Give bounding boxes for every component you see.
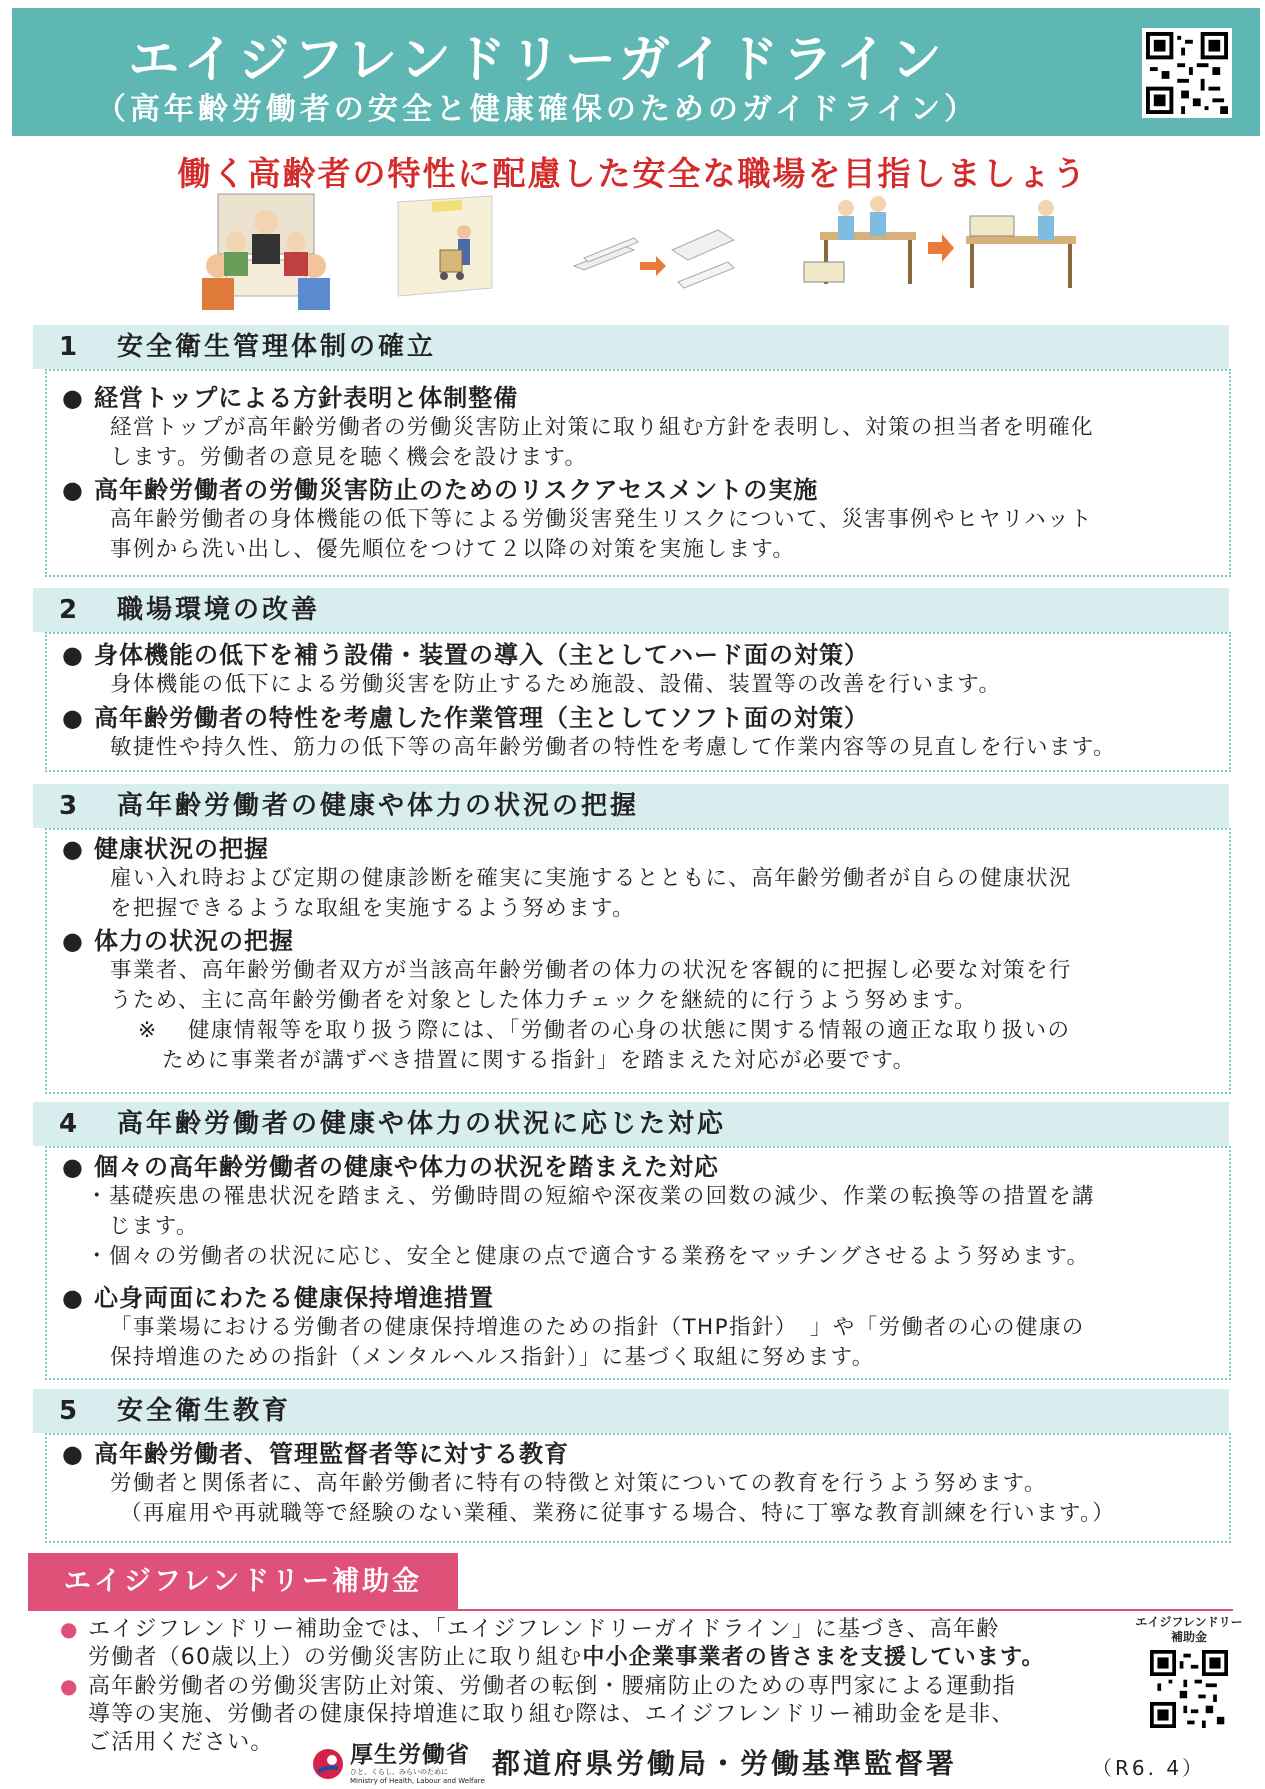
bullet-icon: ● (62, 476, 84, 504)
meeting-illustration (196, 192, 336, 312)
section-number: 3 (59, 791, 81, 821)
section-1-item-1 (62, 383, 1222, 473)
bullet-icon: ● (62, 927, 84, 955)
subsidy-title: エイジフレンドリー補助金 (28, 1553, 458, 1611)
section-title: 高年齢労働者の健康や体力の状況の把握 (117, 791, 640, 821)
section-number: 1 (59, 332, 81, 362)
bullet-icon: ● (62, 384, 84, 412)
bullet-icon: ● (62, 835, 84, 863)
ministry-english: Ministry of Health, Labour and Welfare (350, 1777, 485, 1785)
bullet-icon: ● (62, 1153, 84, 1181)
item-text: 労働者と関係者に、高年齢労働者に特有の特徴と対策についての教育を行うよう努めます。 (110, 1471, 1047, 1496)
section-5-header (33, 1389, 1229, 1433)
subsidy-text: 導等の実施、労働者の健康保持増進に取り組む際は、エイジフレンドリー補助金を是非、 (88, 1702, 1015, 1727)
note-text: 健康情報等を取り扱う際には、「労働者の心身の状態に関する情報の適正な取り扱いの (188, 1018, 1071, 1043)
item-text: 雇い入れ時および定期の健康診断を確実に実施するとともに、高年齢労働者が自らの健康状況 (110, 866, 1072, 891)
bullet-icon: ● (62, 1284, 84, 1312)
item-text: を把握できるような取組を実施するよう努めます。 (110, 896, 635, 921)
item-text: 高年齢労働者の身体機能の低下等による労働災害発生リスクについて、災害事例やヒヤリハット (110, 507, 1093, 532)
section-4-header (33, 1102, 1229, 1146)
pink-bullet-icon: ● (60, 1674, 79, 1698)
subsidy-divider (28, 1609, 1233, 1611)
section-4-item-2 (62, 1283, 1222, 1373)
qr-label-line: エイジフレンドリー (1135, 1615, 1243, 1629)
section-3-item-1 (62, 834, 1222, 924)
item-heading: 個々の高年齢労働者の健康や体力の状況を踏まえた対応 (94, 1153, 719, 1181)
item-heading: 心身両面にわたる健康保持増進措置 (94, 1284, 494, 1312)
item-text: 身体機能の低下による労働災害を防止するため施設、設備、装置等の改善を行います。 (110, 672, 1002, 697)
item-text: （再雇用や再就職等で経験のない業種、業務に従事する場合、特に丁寧な教育訓練を行います。） (120, 1501, 1116, 1526)
pink-bullet-icon: ● (60, 1617, 79, 1641)
item-text: します。労働者の意見を聴く機会を設けます。 (110, 445, 588, 470)
section-3-note-line-2: ために事業者が講ずべき措置に関する指針」を踏まえた対応が必要です。 (162, 1048, 916, 1073)
bullet-icon: ● (62, 1440, 84, 1468)
section-3-item-2 (62, 926, 1222, 1016)
note-mark: ※ (138, 1018, 158, 1043)
item-subtext: ・個々の労働者の状況に応じ、安全と健康の点で適合する業務をマッチングさせるよう努めます。 (86, 1244, 1090, 1269)
item-heading: 高年齢労働者の特性を考慮した作業管理（主としてソフト面の対策） (94, 704, 869, 732)
item-heading: 健康状況の把握 (94, 835, 269, 863)
item-text: 事業者、高年齢労働者双方が当該高年齢労働者の体力の状況を客観的に把握し必要な対策を行 (110, 958, 1072, 983)
item-heading: 体力の状況の把握 (94, 927, 294, 955)
subsidy-text: 高年齢労働者の労働災害防止対策、労働者の転倒・腰痛防止のための専門家による運動指 (88, 1674, 1017, 1699)
mhlw-logo (310, 1742, 485, 1786)
item-subtext: ・基礎疾患の罹患状況を踏まえ、労働時間の短縮や深夜業の回数の減少、作業の転換等の措置を講 (86, 1184, 1095, 1209)
item-heading: 高年齢労働者の労働災害防止のためのリスクアセスメントの実施 (94, 476, 819, 504)
ministry-tagline: ひと、くらし、みらいのために (350, 1768, 448, 1776)
footer-organization: 都道府県労働局・労働基準監督署 (492, 1747, 958, 1780)
page-subtitle: （高年齢労働者の安全と健康確保のためのガイドライン） (95, 92, 979, 127)
section-1-header (33, 325, 1229, 369)
item-text: 敏捷性や持久性、筋力の低下等の高年齢労働者の特性を考慮して作業内容等の見直しを行います。 (110, 735, 1116, 760)
section-2-item-2 (62, 703, 1222, 763)
footer-date: （R6. 4） (1092, 1756, 1206, 1780)
item-heading: 経営トップによる方針表明と体制整備 (94, 384, 519, 412)
section-3-header (33, 784, 1229, 828)
subsidy-emphasis: 中小企業事業者の皆さまを支援しています。 (582, 1645, 1045, 1670)
section-title: 安全衛生教育 (117, 1396, 292, 1426)
qr-label-line: 補助金 (1170, 1630, 1207, 1644)
section-4-item-1 (62, 1152, 1222, 1272)
section-2-header (33, 588, 1229, 632)
section-3-note (138, 1016, 1070, 1046)
item-text: うため、主に高年齢労働者を対象とした体力チェックを継続的に行うよう努めます。 (110, 988, 977, 1013)
item-heading: 高年齢労働者、管理監督者等に対する教育 (94, 1440, 569, 1468)
bullet-icon: ● (62, 641, 84, 669)
item-heading: 身体機能の低下を補う設備・装置の導入（主としてハード面の対策） (94, 641, 869, 669)
section-2-item-1 (62, 640, 1222, 700)
page-title: エイジフレンドリーガイドライン (128, 31, 946, 90)
header-banner (12, 8, 1260, 136)
section-number: 2 (59, 595, 81, 625)
section-title: 安全衛生管理体制の確立 (117, 332, 437, 362)
bullet-icon: ● (62, 704, 84, 732)
section-number: 4 (59, 1109, 81, 1139)
subsidy-text: ご活用ください。 (88, 1730, 274, 1755)
workbench-illustration (800, 192, 1090, 302)
mhlw-emblem-icon (310, 1746, 346, 1782)
subsidy-text: 労働者（60歳以上）の労働災害防止に取り組む (88, 1645, 583, 1670)
item-text: 経営トップが高年齢労働者の労働災害防止対策に取り組む方針を表明し、対策の担当者を明確化 (110, 415, 1095, 440)
subsidy-item-1 (60, 1615, 1120, 1672)
section-title: 職場環境の改善 (117, 595, 321, 625)
item-text: 事例から洗い出し、優先順位をつけて２以降の対策を実施します。 (110, 537, 796, 562)
tagline: 働く高齢者の特性に配慮した安全な職場を目指しましょう (177, 154, 1088, 193)
section-5-item-1 (62, 1439, 1222, 1529)
section-1-item-2 (62, 475, 1222, 565)
item-text: 保持増進のための指針（メンタルヘルス指針）」に基づく取組に努めます。 (110, 1345, 875, 1370)
item-subtext: じます。 (86, 1214, 199, 1239)
subsidy-text: エイジフレンドリー補助金では、「エイジフレンドリーガイドライン」に基づき、高年齢 (88, 1617, 1000, 1642)
section-number: 5 (59, 1396, 81, 1426)
qr-code-icon[interactable] (1142, 28, 1232, 118)
ministry-name: 厚生労働省 (350, 1742, 470, 1768)
cart-worker-illustration (392, 192, 512, 302)
subsidy-qr-label (1124, 1615, 1254, 1645)
subsidy-qr-code-icon[interactable] (1148, 1648, 1230, 1730)
steps-slope-illustration (568, 210, 738, 300)
section-title: 高年齢労働者の健康や体力の状況に応じた対応 (117, 1109, 727, 1139)
item-text: 「事業場における労働者の健康保持増進のための指針（THP指針） 」や「労働者の心の健康の (110, 1315, 1085, 1340)
